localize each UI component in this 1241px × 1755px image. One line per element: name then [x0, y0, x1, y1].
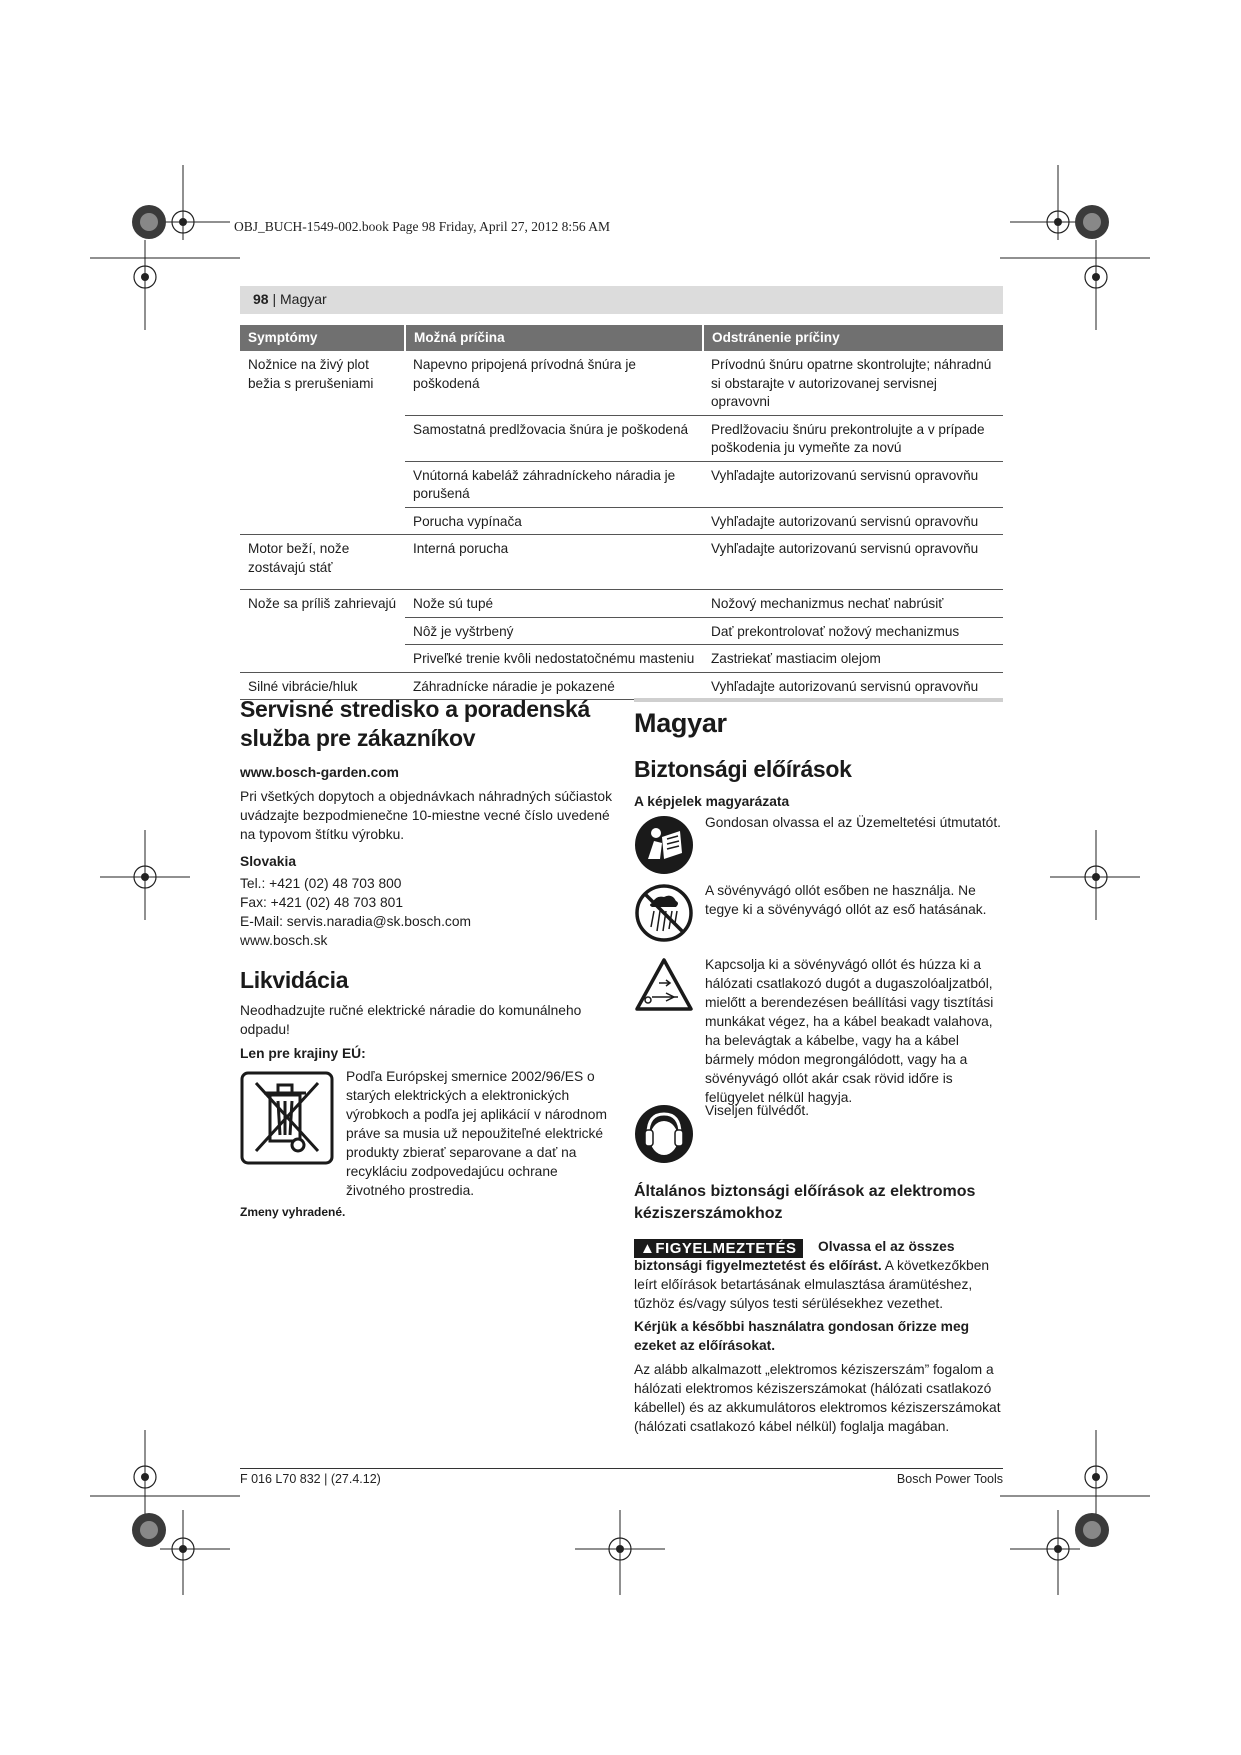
general-safety-title: Általános biztonsági előírások az elektromos kéziszerszámokhoz	[634, 1183, 976, 1222]
footer-left: F 016 L70 832 | (27.4.12)	[240, 1472, 381, 1486]
cell-remedy: Vyhľadajte autorizovanú servisnú opravovňu	[703, 535, 1003, 590]
cell-cause: Porucha vypínača	[405, 507, 703, 535]
cell-remedy: Nožový mechanizmus nechať nabrúsiť	[703, 590, 1003, 618]
cell-symptom	[240, 507, 405, 535]
cell-cause: Napevno pripojená prívodná šnúra je poškodená	[405, 351, 703, 415]
warning-label-text: FIGYELMEZTETÉS	[655, 1240, 797, 1257]
eu-only-label: Len pre krajiny EÚ:	[240, 1046, 366, 1061]
pictogram-text: A sövényvágó ollót esőben ne használja. Ne tegye ki a sövényvágó ollót az eső hatásának.	[705, 883, 987, 917]
pictograms-title: A képjelek magyarázata	[634, 794, 790, 809]
warning-triangle-icon: ▲	[640, 1240, 656, 1257]
cell-cause: Priveľké trenie kvôli nedostatočnému masteniu	[405, 645, 703, 673]
table-row	[240, 351, 1003, 415]
eu-text: Podľa Európskej smernice 2002/96/ES o starých elektrických a elektronických výrobkoch a podľa jej aplikácií v národnom práve sa musia už nepoužiteľné elektrické produkty zbierať separovane a dať na recykláciu zodpovedajúcu ochrane životného prostredia.	[346, 1069, 607, 1198]
cell-symptom: Nože sa príliš zahrievajú	[248, 596, 397, 611]
language-title: Magyar	[634, 708, 727, 738]
disposal-text: Neodhadzujte ručné elektrické náradie do komunálneho odpadu!	[240, 1003, 582, 1037]
cell-cause: Záhradnícke náradie je pokazené	[405, 672, 703, 700]
cell-remedy: Vyhľadajte autorizovanú servisnú opravovňu	[703, 507, 1003, 535]
cell-symptom	[240, 415, 405, 461]
fax: Fax: +421 (02) 48 703 801	[240, 895, 403, 910]
cell-remedy: Prívodnú šnúru opatrne skontrolujte; náhradnú si obstarajte v autorizovanej servisnej opravovni	[703, 351, 1003, 415]
table-header-row	[240, 325, 1003, 351]
cell-cause: Vnútorná kabeláž záhradníckeho náradia je porušená	[405, 461, 703, 507]
cell-symptom	[240, 461, 405, 507]
footer-right: Bosch Power Tools	[896, 1472, 1003, 1486]
country-label: Slovakia	[240, 854, 296, 869]
table-row	[240, 507, 1003, 535]
definition-text: Az alább alkalmazott „elektromos kéziszerszám” fogalom a hálózati elektromos kéziszerszámokat (hálózati csatlakozó kábellel) és az akkumulátoros elektromos kéziszerszámokat (hálózati csatlakozó kábel nélkül) foglalja magában.	[634, 1362, 1001, 1434]
service-title-line2: služba pre zákazníkov	[240, 725, 476, 751]
book-line: OBJ_BUCH-1549-002.book Page 98 Friday, April 27, 2012 8:56 AM	[234, 219, 611, 234]
col-remedy: Odstránenie príčiny	[703, 325, 1003, 351]
pictogram-row	[634, 881, 1003, 955]
table-row	[240, 415, 1003, 461]
table-row	[240, 617, 1003, 645]
header-section: Magyar	[280, 291, 327, 307]
web-link[interactable]: www.bosch.sk	[240, 933, 328, 948]
service-title-line1: Servisné stredisko a poradenská	[240, 696, 590, 722]
col-symptoms: Symptómy	[240, 325, 405, 351]
ear-protection-icon	[634, 1104, 694, 1164]
pictogram-row	[634, 955, 1003, 1107]
phone: Tel.: +421 (02) 48 703 800	[240, 876, 402, 891]
cell-remedy: Vyhľadajte autorizovanú servisnú opravovňu	[703, 672, 1003, 700]
pictogram-text: Gondosan olvassa el az Üzemeltetési útmutatót.	[705, 815, 1002, 830]
changes-note: Zmeny vyhradené.	[240, 1205, 346, 1219]
col-cause: Možná príčina	[405, 325, 703, 351]
no-rain-icon	[634, 883, 694, 943]
unplug-warning-icon	[634, 957, 694, 1013]
read-manual-icon	[634, 815, 694, 875]
keep-instructions: Kérjük a későbbi használatra gondosan őrizze meg ezeket az előírásokat.	[634, 1319, 970, 1353]
website-link[interactable]: www.bosch-garden.com	[240, 765, 399, 780]
pictogram-text: Kapcsolja ki a sövényvágó ollót és húzza ki a hálózati csatlakozó dugót a dugaszolóaljzatból, mielőtt a berendezésen beállítási vagy tisztítási munkákat végez, ha a kábel beakadt valahova, ha belevágtak a kábelbe, vagy ha a kábel bármely módon megrongálódott, vagy ha a sövényvágó ollót akár csak rövid időre is felügyelet nélkül hagyja.	[705, 957, 994, 1105]
cell-symptom	[240, 645, 405, 673]
page-number: 98	[253, 291, 269, 307]
left-column	[240, 695, 612, 1219]
cell-remedy: Vyhľadajte autorizovanú servisnú opravovňu	[703, 461, 1003, 507]
safety-title: Biztonsági előírások	[634, 756, 852, 782]
cell-cause: Interná porucha	[405, 535, 703, 590]
table-row	[240, 461, 1003, 507]
cell-remedy: Dať prekontrolovať nožový mechanizmus	[703, 617, 1003, 645]
cell-cause: Nože sú tupé	[405, 590, 703, 618]
warning-text: A következőkben leírt előírások betartásának elmulasztása áramütéshez, tűzhöz és/vagy súlyos testi sérülésekhez vezethet.	[634, 1258, 990, 1311]
pictogram-row	[634, 813, 1003, 879]
troubleshooting-table	[240, 325, 1003, 700]
cell-cause: Nôž je vyštrbený	[405, 617, 703, 645]
page-header	[240, 286, 1003, 314]
header-separator: |	[268, 291, 280, 307]
table-row	[240, 590, 1003, 618]
right-column	[634, 705, 1003, 1436]
email-link[interactable]: E-Mail: servis.naradia@sk.bosch.com	[240, 914, 471, 929]
cell-symptom: Motor beží, nože zostávajú stáť	[240, 535, 405, 590]
table-row	[240, 645, 1003, 673]
cell-symptom: Silné vibrácie/hluk	[240, 672, 405, 700]
warning-bold: Olvassa el az összes biztonsági figyelmeztetést és előírást.	[634, 1239, 955, 1273]
warning-block	[634, 1237, 1003, 1313]
cell-remedy: Zastriekať mastiacim olejom	[703, 645, 1003, 673]
table-row	[240, 535, 1003, 590]
cell-symptom: Nožnice na živý plot bežia s prerušeniami	[248, 357, 374, 391]
cell-remedy: Predlžovaciu šnúru prekontrolujte a v prípade poškodenia ju vymeňte za novú	[703, 415, 1003, 461]
service-text: Pri všetkých dopytoch a objednávkach náhradných súčiastok uvádzajte bezpodmienečne 10-miestne vecné číslo uvedené na typovom štítku výrobku.	[240, 789, 612, 842]
weee-bin-icon	[240, 1071, 334, 1165]
cell-cause: Samostatná predlžovacia šnúra je poškodená	[405, 415, 703, 461]
disposal-title: Likvidácia	[240, 967, 349, 993]
pictogram-row	[634, 1101, 1003, 1167]
cell-symptom	[240, 617, 405, 645]
pictogram-text: Viseljen fülvédőt.	[705, 1103, 810, 1118]
footer-rule	[240, 1468, 1003, 1469]
warning-label	[634, 1239, 803, 1258]
column-rule	[634, 698, 1003, 702]
